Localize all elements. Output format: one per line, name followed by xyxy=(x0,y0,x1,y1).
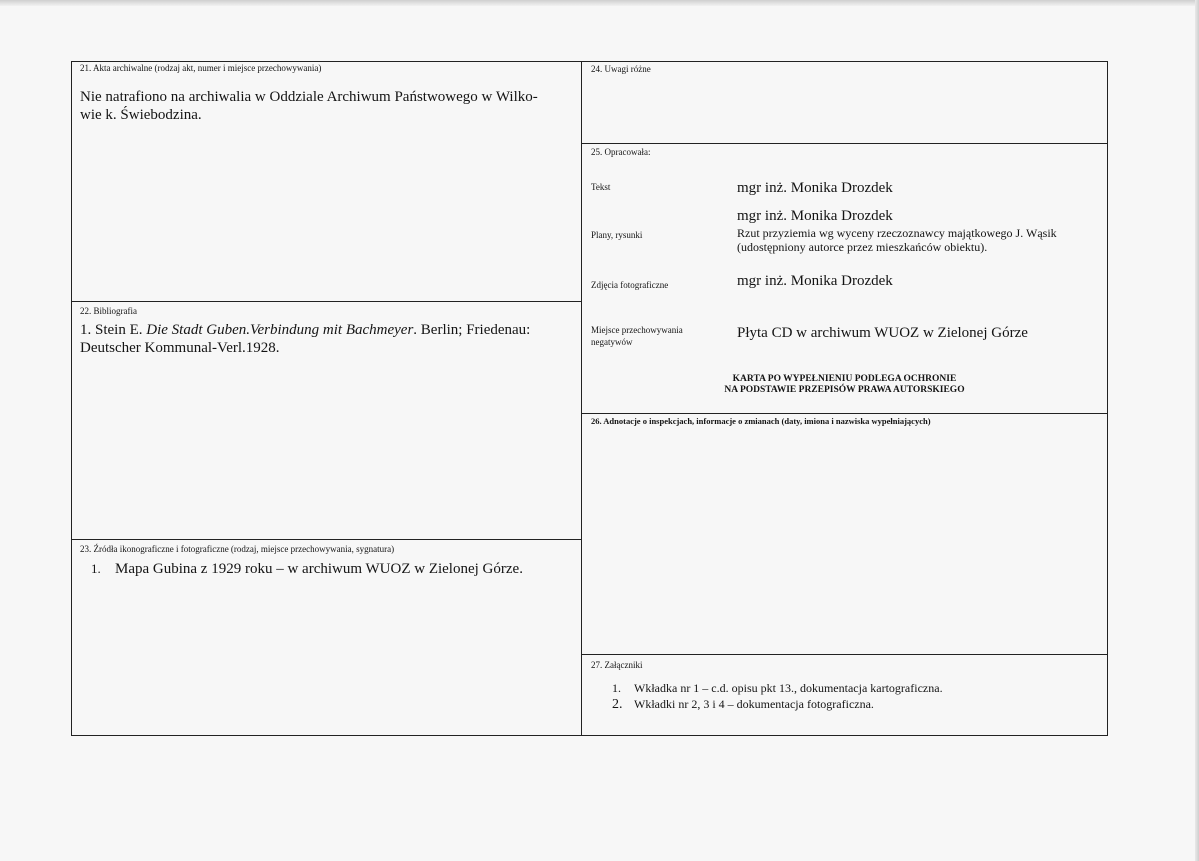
section-23-item-text: Mapa Gubina z 1929 roku – w archiwum WUOZ w Zielonej Górze. xyxy=(115,561,523,577)
grid-divider-21-22 xyxy=(71,301,582,302)
grid-right-border xyxy=(1107,61,1108,736)
grid-top-border xyxy=(71,61,1108,62)
section-24-label: 24. Uwagi różne xyxy=(591,64,651,74)
bib-author: 1. Stein E. xyxy=(80,322,147,338)
section-22-entry-line2: Deutscher Kommunal-Verl.1928. xyxy=(80,340,280,356)
grid-bottom-border xyxy=(71,735,1108,736)
row-plans-value: mgr inż. Monika Drozdek xyxy=(737,208,893,224)
grid-divider-25-26 xyxy=(581,413,1108,414)
section-21-text-line1: Nie natrafiono na archiwalia w Oddziale Archiwum Państwowego w Wilko- xyxy=(80,89,538,105)
grid-left-border xyxy=(71,61,72,736)
bib-publisher: . Berlin; Friedenau: xyxy=(413,322,531,338)
grid-center-divider xyxy=(581,61,582,736)
copyright-notice-line2: NA PODSTAWIE PRZEPISÓW PRAWA AUTORSKIEGO xyxy=(724,385,965,395)
section-23-label: 23. Źródła ikonograficzne i fotograficzne (rodzaj, miejsce przechowywania, sygnatura) xyxy=(80,544,395,554)
row-negatives-value: Płyta CD w archiwum WUOZ w Zielonej Górze xyxy=(737,325,1028,341)
section-22-label: 22. Bibliografia xyxy=(80,306,137,316)
attachment-item-1-text: Wkładka nr 1 – c.d. opisu pkt 13., dokumentacja kartograficzna. xyxy=(634,681,943,695)
section-23-item xyxy=(91,560,523,578)
row-text-key: Tekst xyxy=(591,182,611,192)
grid-divider-26-27 xyxy=(581,654,1108,655)
row-plans-key: Plany, rysunki xyxy=(591,230,643,240)
section-21-text-line2: wie k. Świebodzina. xyxy=(80,107,202,123)
row-negatives-key-line1: Miejsce przechowywania xyxy=(591,325,683,335)
attachment-item-1-number: 1. xyxy=(612,681,621,695)
row-photos-key: Zdjęcia fotograficzne xyxy=(591,280,669,290)
section-25-label: 25. Opracowała: xyxy=(591,147,651,157)
copyright-notice-line1: KARTA PO WYPEŁNIENIU PODLEGA OCHRONIE xyxy=(732,374,957,384)
attachment-item-2-text: Wkładki nr 2, 3 i 4 – dokumentacja fotograficzna. xyxy=(634,697,874,711)
grid-divider-22-23 xyxy=(71,539,582,540)
attachment-item-2 xyxy=(612,697,874,712)
row-text-value: mgr inż. Monika Drozdek xyxy=(737,180,893,196)
section-22-entry-line1 xyxy=(80,321,530,339)
bib-title: Die Stadt Guben.Verbindung mit Bachmeyer xyxy=(146,322,414,338)
row-photos-value: mgr inż. Monika Drozdek xyxy=(737,273,893,289)
attachment-item-1 xyxy=(612,681,943,695)
section-21-label: 21. Akta archiwalne (rodzaj akt, numer i miejsce przechowywania) xyxy=(80,63,322,73)
row-plans-note-line1: Rzut przyziemia wg wyceny rzeczoznawcy majątkowego J. Wąsik xyxy=(737,226,1057,240)
row-negatives-key-line2: negatywów xyxy=(591,337,633,347)
section-27-label: 27. Załączniki xyxy=(591,660,643,670)
attachment-item-2-number: 2. xyxy=(612,697,623,712)
scan-top-shadow xyxy=(0,0,1199,6)
grid-divider-24-25 xyxy=(581,143,1108,144)
scan-right-edge xyxy=(1195,0,1199,861)
row-plans-note-line2: (udostępniony autorce przez mieszkańców obiektu). xyxy=(737,240,988,254)
section-23-item-number: 1. xyxy=(91,561,101,576)
section-26-label: 26. Adnotacje o inspekcjach, informacje o zmianach (daty, imiona i nazwiska wypełniających) xyxy=(591,416,931,426)
